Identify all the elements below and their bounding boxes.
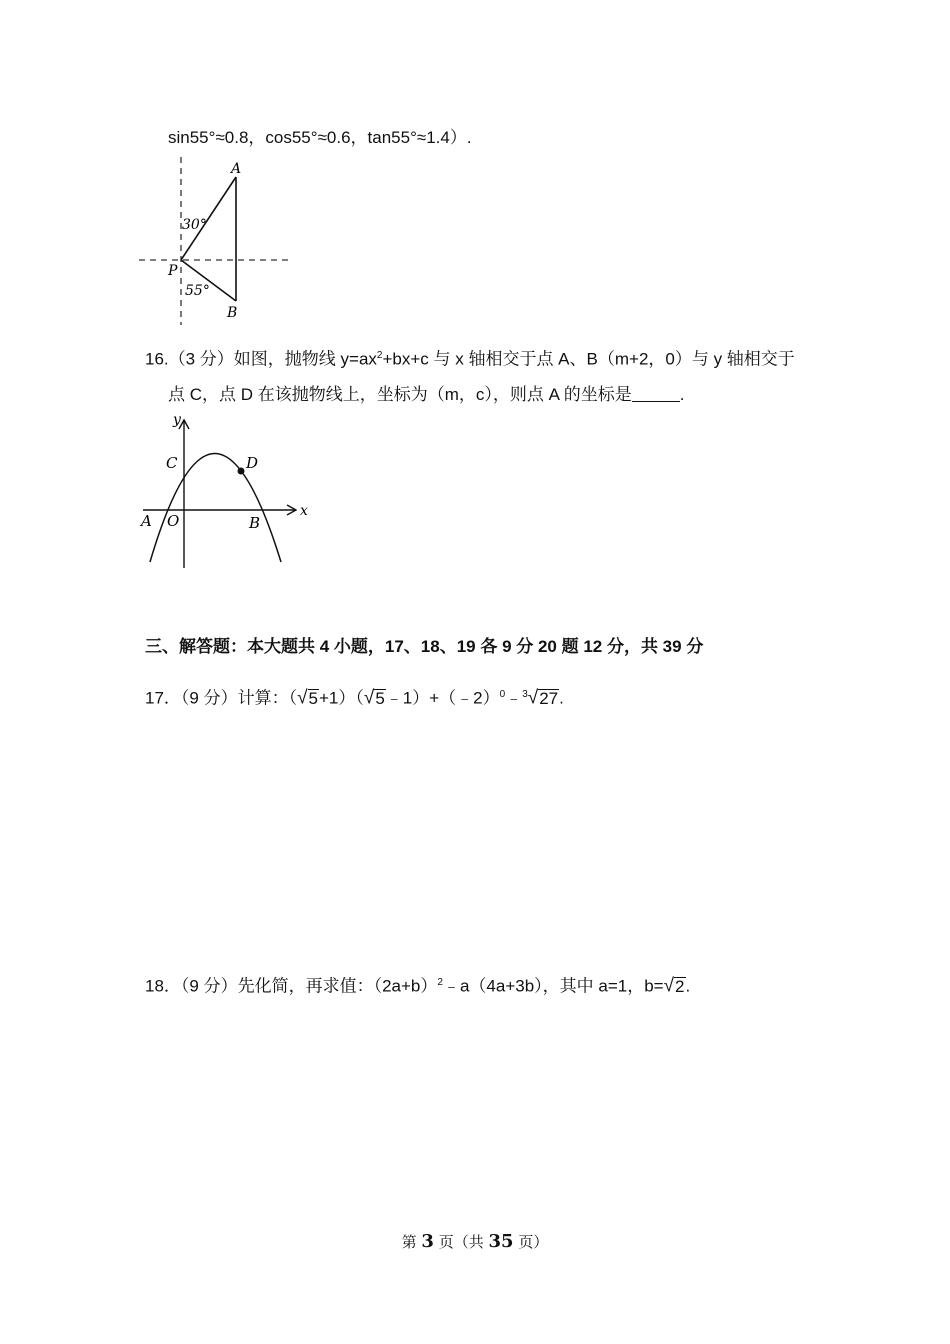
footer-mid: 页（共 <box>433 1233 489 1251</box>
q18-prefix: 18．（9 分）先化简，再求值：（2a+b） <box>145 976 438 996</box>
q17-end: . <box>559 688 564 708</box>
q17-text <box>145 684 564 710</box>
label-P: P <box>168 263 178 279</box>
q18-radicand: 2 <box>675 976 685 996</box>
label-x: x <box>300 503 308 519</box>
answer-blank <box>632 385 680 402</box>
q18-exponent: 2 <box>437 977 443 988</box>
label-O: O <box>167 512 180 530</box>
label-C: C <box>166 454 178 472</box>
label-A: A <box>141 512 152 530</box>
q15-tail-text: sin55°≈0.8，cos55°≈0.6，tan55°≈1.4）. <box>168 128 472 147</box>
label-B: B <box>249 514 261 532</box>
angle-55: 55° <box>185 283 210 299</box>
q17-radicand-3: 27 <box>539 688 559 708</box>
q17-radicand-2: 5 <box>375 688 385 708</box>
q17-prefix: 17．（9 分）计算：（ <box>145 688 298 708</box>
q18-end: . <box>685 976 691 996</box>
q17-part2: +1）（ <box>319 688 364 708</box>
page-footer <box>0 1231 950 1252</box>
label-D: D <box>246 454 259 472</box>
q18-middle: ﹣a（4a+3b），其中 a=1，b= <box>442 976 664 996</box>
footer-pre: 第 <box>401 1233 422 1251</box>
q16-line2-suffix: . <box>679 385 685 404</box>
q16-line1 <box>145 345 795 371</box>
q17-radicand-1: 5 <box>308 688 318 708</box>
figure-q15-triangle <box>135 155 295 330</box>
q17-part3: ﹣1）+（﹣2） <box>385 688 500 708</box>
footer-total-pages: 35 <box>488 1231 514 1252</box>
section-heading: 三、解答题：本大题共 4 小题，17、18、19 各 9 分 20 题 12 分，共 39 分 <box>145 637 704 656</box>
label-B: B <box>227 305 238 321</box>
q16-line1-prefix: 16.（3 分）如图，抛物线 y=ax <box>145 349 377 369</box>
sqrt-sign: √ <box>663 975 675 997</box>
figure-q16-parabola <box>138 410 318 575</box>
label-A: A <box>231 161 242 177</box>
footer-post: 页） <box>513 1233 549 1251</box>
footer-page-number: 3 <box>421 1231 434 1252</box>
cube-root-sign: √ <box>527 687 539 709</box>
q18-text <box>145 972 690 998</box>
q16-line2 <box>168 384 684 406</box>
q16-line1-suffix: +bx+c 与 x 轴相交于点 A、B（m+2，0）与 y 轴相交于 <box>382 349 795 369</box>
q17-exponent-zero: 0 <box>499 689 506 700</box>
point-D <box>238 468 245 475</box>
q16-line2-prefix: 点 C，点 D 在该抛物线上，坐标为（m，c），则点 A 的坐标是 <box>168 385 632 404</box>
sqrt-sign: √ <box>363 687 375 709</box>
q17-part4: ﹣ <box>505 688 523 708</box>
q16-exponent: 2 <box>376 350 383 361</box>
q17-cube-root-index: 3 <box>522 689 528 700</box>
label-y: y <box>173 412 181 428</box>
sqrt-sign: √ <box>297 687 308 709</box>
angle-30: 30° <box>182 217 207 233</box>
